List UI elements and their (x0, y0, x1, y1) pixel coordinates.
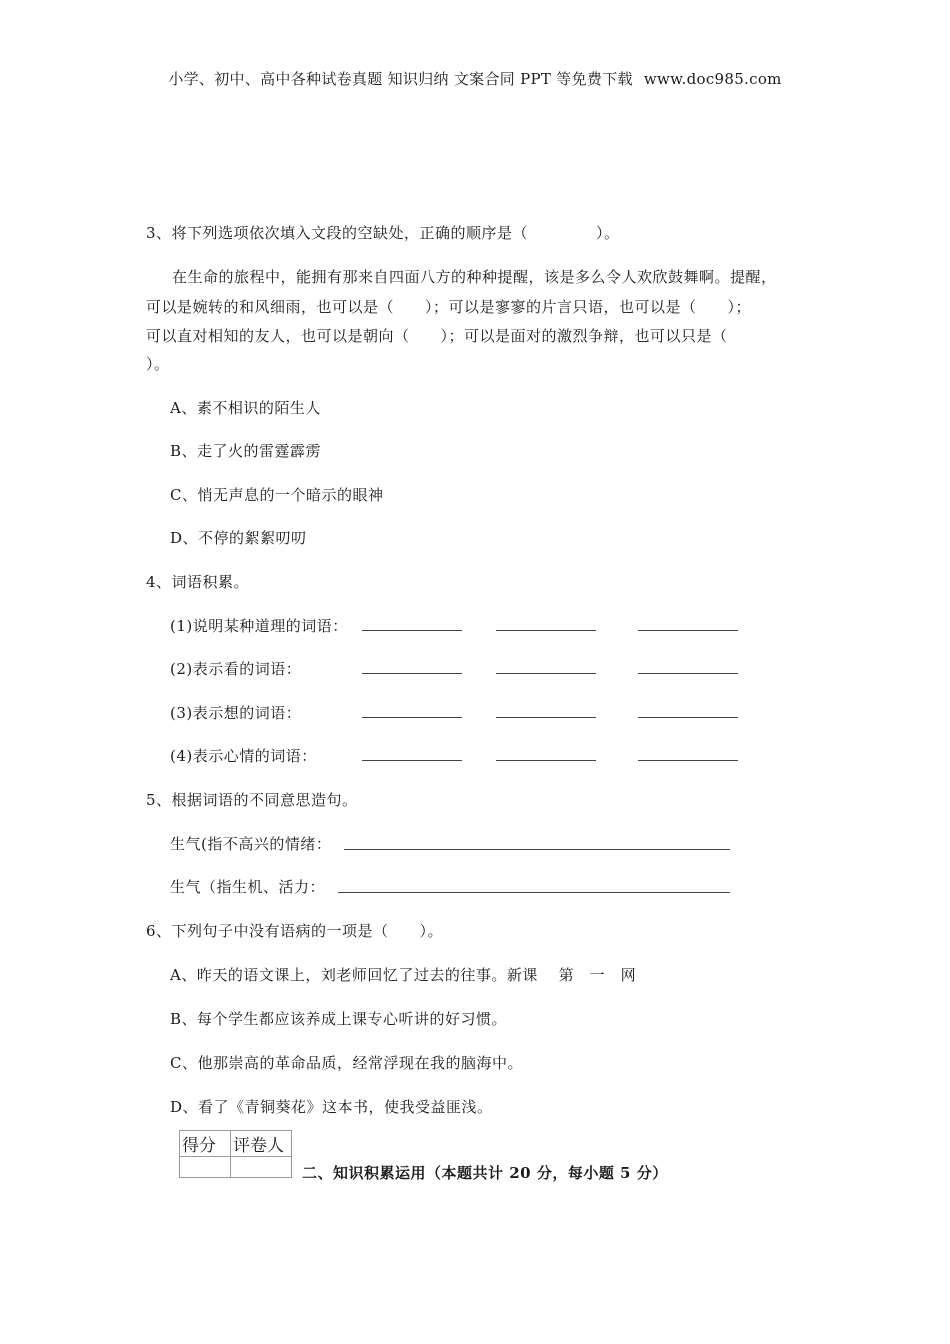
header-url[interactable]: www.doc985.com (643, 70, 782, 88)
score-box (179, 1130, 292, 1178)
q6-stem: 6、下列句子中没有语病的一项是（ ）。 (146, 922, 444, 940)
q4-item-4: (4)表示心情的词语： (170, 747, 317, 765)
q4-item-3-blank-2[interactable] (496, 717, 596, 718)
q3-option-b: B、走了火的雷霆霹雳 (170, 442, 322, 460)
q3-option-a: A、素不相识的陌生人 (170, 399, 321, 417)
q5-stem: 5、根据词语的不同意思造句。 (146, 791, 358, 809)
header-text: 小学、初中、高中各种试卷真题 知识归纳 文案合同 PPT 等免费下载 (168, 70, 633, 88)
q4-item-1-blank-2[interactable] (496, 630, 596, 631)
section-2-title: 二、知识积累运用（本题共计 20 分，每小题 5 分） (302, 1164, 668, 1182)
q4-item-1-blank-1[interactable] (362, 630, 462, 631)
q4-item-2-blank-3[interactable] (638, 673, 738, 674)
q3-paragraph-line-1: 在生命的旅程中，能拥有那来自四面八方的种种提醒，该是多么令人欢欣鼓舞啊。提醒， (172, 268, 777, 286)
q5-item-1: 生气(指不高兴的情绪： (170, 835, 332, 853)
q6-option-b: B、每个学生都应该养成上课专心听讲的好习惯。 (170, 1010, 508, 1028)
q3-stem: 3、将下列选项依次填入文段的空缺处，正确的顺序是（ ）。 (146, 224, 620, 242)
q5-item-1-blank[interactable] (344, 849, 730, 850)
q4-item-2: (2)表示看的词语： (170, 660, 302, 678)
q3-option-d: D、不停的絮絮叨叨 (170, 529, 307, 547)
q6-option-c: C、他那崇高的革命品质，经常浮现在我的脑海中。 (170, 1054, 523, 1072)
score-cell[interactable] (180, 1157, 231, 1178)
q3-paragraph-line-3: 可以直对相知的友人，也可以是朝向（ ）；可以是面对的激烈争辩，也可以只是（ (146, 327, 728, 345)
page-header (0, 68, 950, 89)
q4-item-3-blank-3[interactable] (638, 717, 738, 718)
grader-label: 评卷人 (231, 1131, 292, 1157)
q4-item-2-blank-1[interactable] (362, 673, 462, 674)
q3-paragraph-line-2: 可以是婉转的和风细雨，也可以是（ ）；可以是寥寥的片言只语，也可以是（ ）； (146, 298, 752, 316)
q4-item-4-blank-3[interactable] (638, 760, 738, 761)
q3-option-c: C、悄无声息的一个暗示的眼神 (170, 486, 384, 504)
q4-item-4-blank-2[interactable] (496, 760, 596, 761)
q6-option-a: A、昨天的语文课上，刘老师回忆了过去的往事。新课 第 一 网 (170, 966, 637, 984)
q5-item-2: 生气（指生机、活力： (170, 878, 326, 896)
q6-option-d: D、看了《青铜葵花》这本书，使我受益匪浅。 (170, 1098, 493, 1116)
q5-item-2-blank[interactable] (338, 892, 730, 893)
score-label: 得分 (180, 1131, 231, 1157)
q3-paragraph-line-4: ）。 (146, 355, 170, 373)
q4-item-1-blank-3[interactable] (638, 630, 738, 631)
q4-stem: 4、词语积累。 (146, 573, 250, 591)
q4-item-4-blank-1[interactable] (362, 760, 462, 761)
q4-item-2-blank-2[interactable] (496, 673, 596, 674)
q4-item-1: (1)说明某种道理的词语： (170, 617, 348, 635)
q4-item-3-blank-1[interactable] (362, 717, 462, 718)
grader-cell[interactable] (231, 1157, 292, 1178)
q4-item-3: (3)表示想的词语： (170, 704, 302, 722)
